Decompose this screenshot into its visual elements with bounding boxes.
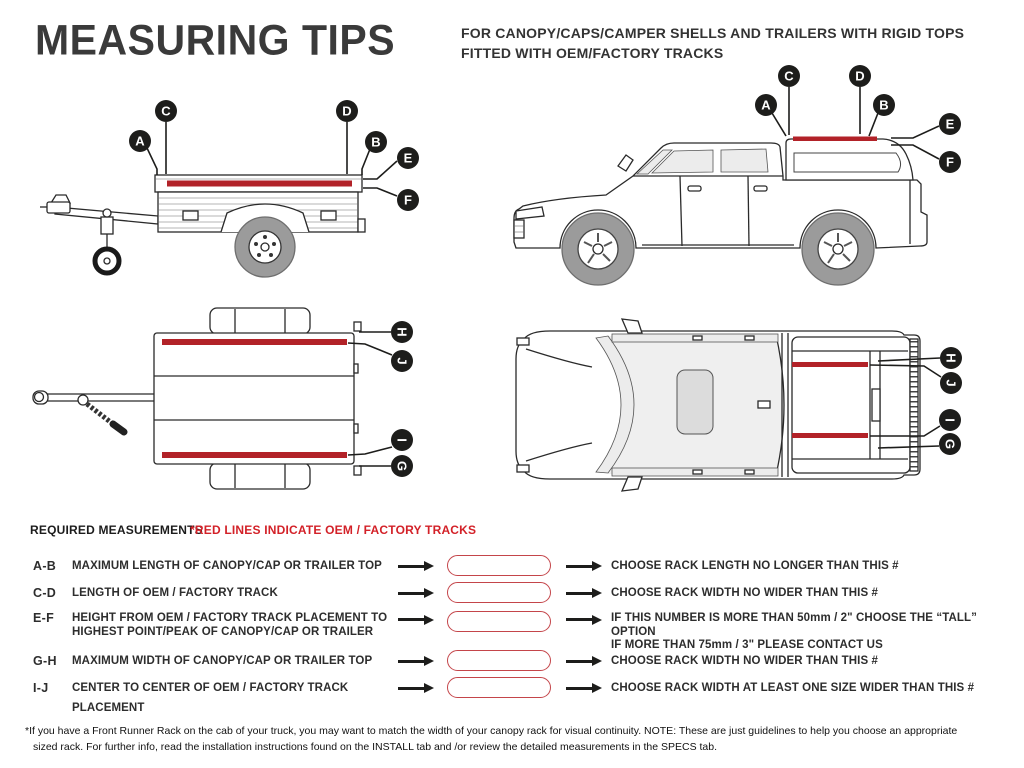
truck-side-drawing	[514, 137, 927, 286]
measurement-input-cd[interactable]	[447, 582, 551, 603]
oem-track-line	[162, 339, 347, 345]
svg-text:H: H	[943, 353, 959, 363]
oem-track-line	[792, 433, 868, 438]
svg-text:J: J	[943, 379, 959, 387]
marker-a	[755, 94, 777, 116]
measurement-row-ij	[0, 678, 1024, 714]
footnote	[25, 724, 1017, 756]
svg-text:E: E	[945, 116, 955, 132]
oem-track-line	[167, 181, 352, 187]
measurement-guidance: CHOOSE RACK WIDTH AT LEAST ONE SIZE WIDER THAN THIS #	[611, 682, 975, 694]
footnote-line-1: *If you have a Front Runner Rack on the cab of your truck, you may want to match the width of your canopy rack for visual continuity. NOTE: These are just guidelines to help you choose an appropriate	[25, 725, 958, 737]
arrow-right-icon	[398, 592, 424, 595]
marker-f	[397, 189, 419, 211]
marker-i	[939, 409, 961, 431]
measurement-guidance: CHOOSE RACK WIDTH NO WIDER THAN THIS #	[611, 587, 879, 599]
trailer-side-drawing	[40, 175, 365, 277]
arrow-right-icon	[398, 565, 424, 568]
marker-g	[391, 455, 413, 477]
arrow-right-icon	[566, 618, 592, 621]
required-measurements-heading: REQUIRED MEASUREMENTS	[30, 523, 203, 537]
marker-e	[939, 113, 961, 135]
measurement-code: C-D	[33, 586, 57, 600]
measurement-code: G-H	[33, 654, 57, 668]
marker-i	[391, 429, 413, 451]
measurement-code: A-B	[33, 559, 57, 573]
marker-b	[873, 94, 895, 116]
measurement-code: E-F	[33, 611, 55, 625]
trailer-top-view-diagram	[25, 300, 445, 510]
truck-top-view-diagram	[500, 305, 1005, 515]
marker-j	[391, 350, 413, 372]
svg-text:G: G	[394, 460, 410, 472]
svg-text:B: B	[879, 97, 889, 113]
measurement-row-ef	[0, 611, 1024, 651]
measurement-description: HEIGHT FROM OEM / FACTORY TRACK PLACEMENT TO HIGHEST POINT/PEAK OF CANOPY/CAP OR TRAILER	[72, 612, 388, 638]
oem-track-line	[792, 362, 868, 367]
marker-g	[939, 433, 961, 455]
marker-e	[397, 147, 419, 169]
page-title: MEASURING TIPS	[35, 16, 396, 64]
trailer-wheel	[235, 217, 295, 277]
subtitle-line-2: FITTED WITH OEM/FACTORY TRACKS	[461, 45, 724, 62]
svg-text:D: D	[855, 68, 865, 84]
arrow-right-icon	[566, 660, 592, 663]
svg-text:H: H	[394, 327, 410, 337]
marker-a	[129, 130, 151, 152]
measurement-description: MAXIMUM LENGTH OF CANOPY/CAP OR TRAILER TOP	[72, 560, 382, 572]
measurement-row-cd	[0, 583, 1024, 603]
marker-d	[849, 65, 871, 87]
footnote-line-2: sized rack. For further info, read the installation instructions found on the INSTALL tab and /or review the detailed measurements in the SPECS tab.	[33, 740, 718, 753]
page-subtitle	[461, 23, 1006, 64]
oem-track-line	[793, 137, 877, 142]
marker-h	[940, 347, 962, 369]
subtitle-line-1: FOR CANOPY/CAPS/CAMPER SHELLS AND TRAILERS WITH RIGID TOPS	[461, 25, 965, 41]
arrow-right-icon	[566, 565, 592, 568]
arrow-right-icon	[398, 660, 424, 663]
measurement-guidance: IF THIS NUMBER IS MORE THAN 50mm / 2" CHOOSE THE “TALL” OPTION IF MORE THAN 75mm / 3" PLEASE CONTACT US	[611, 612, 977, 651]
measurement-input-ij[interactable]	[447, 677, 551, 698]
svg-text:A: A	[761, 97, 771, 113]
measurement-description: MAXIMUM WIDTH OF CANOPY/CAP OR TRAILER TOP	[72, 655, 373, 667]
measurement-guidance: CHOOSE RACK LENGTH NO LONGER THAN THIS #	[611, 560, 899, 572]
marker-c	[778, 65, 800, 87]
svg-text:C: C	[784, 68, 794, 84]
truck-top-drawing	[516, 319, 920, 491]
measurement-input-ab[interactable]	[447, 555, 551, 576]
measurement-description: CENTER TO CENTER OF OEM / FACTORY TRACK PLACEMENT	[72, 682, 349, 714]
measurement-description: LENGTH OF OEM / FACTORY TRACK	[72, 587, 278, 599]
svg-text:J: J	[394, 357, 410, 365]
truck-front-wheel	[562, 213, 634, 285]
svg-text:A: A	[135, 133, 145, 149]
svg-text:B: B	[371, 134, 381, 150]
marker-f	[939, 151, 961, 173]
svg-text:D: D	[342, 103, 352, 119]
marker-j	[940, 372, 962, 394]
svg-text:F: F	[946, 154, 954, 170]
measurement-row-gh	[0, 651, 1024, 671]
oem-track-line	[162, 452, 347, 458]
trailer-top-drawing	[33, 308, 361, 489]
truck-side-view-diagram	[500, 62, 1005, 302]
arrow-right-icon	[398, 687, 424, 690]
svg-text:C: C	[161, 103, 171, 119]
marker-c	[155, 100, 177, 122]
measurement-code: I-J	[33, 681, 49, 695]
svg-text:E: E	[403, 150, 413, 166]
arrow-right-icon	[398, 618, 424, 621]
svg-text:F: F	[404, 192, 412, 208]
measurement-input-gh[interactable]	[447, 650, 551, 671]
svg-text:G: G	[942, 438, 958, 450]
marker-b	[365, 131, 387, 153]
marker-h	[391, 321, 413, 343]
arrow-right-icon	[566, 687, 592, 690]
marker-d	[336, 100, 358, 122]
measurement-row-ab	[0, 556, 1024, 576]
svg-text:I: I	[394, 438, 410, 442]
trailer-side-view-diagram	[25, 95, 445, 300]
red-lines-note: *RED LINES INDICATE OEM / FACTORY TRACKS	[190, 523, 477, 537]
measurement-guidance: CHOOSE RACK WIDTH NO WIDER THAN THIS #	[611, 655, 879, 667]
truck-rear-wheel	[802, 213, 874, 285]
arrow-right-icon	[566, 592, 592, 595]
svg-text:I: I	[942, 418, 958, 422]
measurement-input-ef[interactable]	[447, 611, 551, 632]
